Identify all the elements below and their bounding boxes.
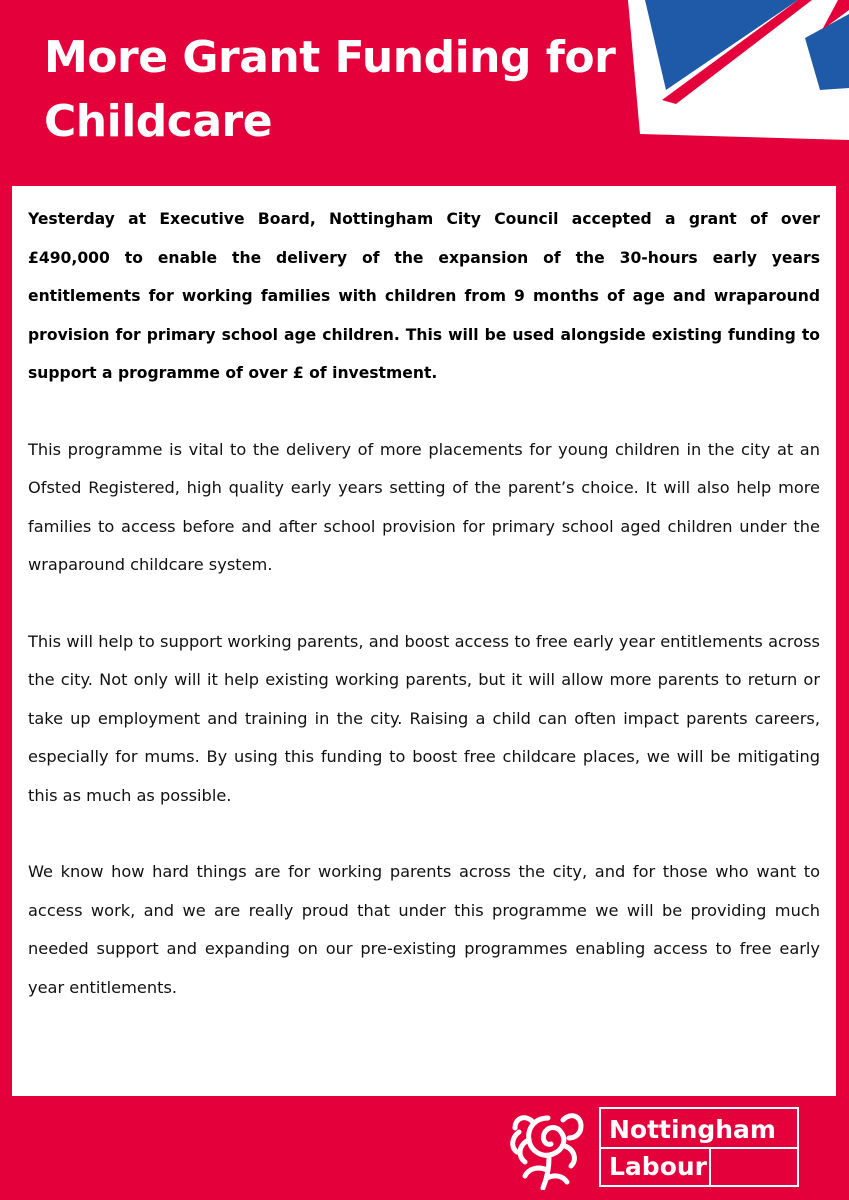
logo-text-labour: Labour bbox=[601, 1149, 711, 1186]
logo-text-nottingham: Nottingham bbox=[601, 1112, 797, 1149]
paragraph-4: We know how hard things are for working parents across the city, and for those who want to access work, and we are really proud that under this programme we will be providing much needed support and expanding on our pre-existing programmes enabling access to free early year entitlements. bbox=[28, 862, 820, 997]
page-title bbox=[44, 26, 624, 154]
content-panel bbox=[12, 186, 836, 1096]
title-line-2: Childcare bbox=[44, 96, 273, 147]
title-line-1: More Grant Funding for bbox=[44, 32, 616, 83]
paragraph-3: This will help to support working parents, and boost access to free early year entitlements across the city. Not only will it help existing working parents, but it will allow more parents to return or take up employment and training in the city. Raising a child can often impact parents careers, especially for mums. By using this funding to boost free childcare places, we will be mitigating this as much as possible. bbox=[28, 631, 820, 805]
rose-icon bbox=[505, 1104, 591, 1190]
paragraph-1: Yesterday at Executive Board, Nottingham City Council accepted a grant of over £490,000 to enable the delivery of the expansion of the 30-hours early years entitlements for working families with children from 9 months of age and wraparound provision for primary school age children. This will be used alongside existing funding to support a programme of over £ of investment. bbox=[28, 210, 820, 382]
nottingham-labour-logo bbox=[505, 1104, 801, 1190]
logo-wordmark-box bbox=[599, 1107, 799, 1187]
paragraph-2: This programme is vital to the delivery of more placements for young children in the city at an Ofsted Registered, high quality early years setting of the parent’s choice. It will also help more families to access before and after school provision for primary school aged children under the wraparound childcare system. bbox=[28, 439, 820, 574]
